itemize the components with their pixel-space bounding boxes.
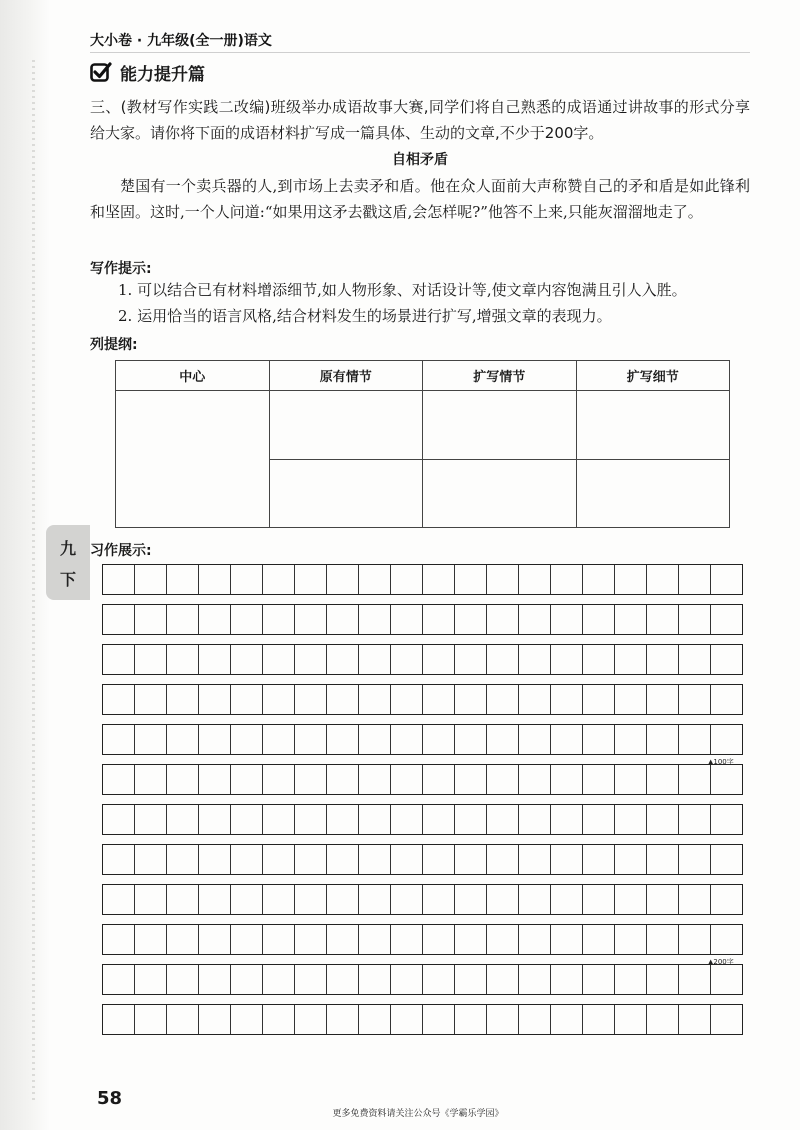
composition-grid-cell[interactable] [327,685,359,714]
composition-grid-cell[interactable] [455,885,487,914]
composition-grid-cell[interactable] [647,1005,679,1034]
composition-label: 习作展示: [90,543,152,559]
composition-grid-cell[interactable] [263,565,295,594]
composition-grid-cell[interactable] [455,685,487,714]
outline-row [116,391,730,460]
composition-grid-cell[interactable] [615,725,647,754]
outline-cell[interactable] [423,459,577,528]
composition-grid-cell[interactable] [391,565,423,594]
composition-grid-cell[interactable] [423,805,455,834]
writing-tips-label: 写作提示: [90,261,152,277]
composition-grid-cell[interactable] [231,845,263,874]
composition-grid-cell[interactable] [327,565,359,594]
composition-grid-cell[interactable] [391,965,423,994]
composition-grid-cell[interactable] [263,885,295,914]
composition-grid-cell[interactable] [135,845,167,874]
composition-grid-cell[interactable] [583,845,615,874]
composition-grid-row [102,724,743,755]
composition-grid-cell[interactable] [359,645,391,674]
writing-tip-1: 1. 可以结合已有材料增添细节,如人物形象、对话设计等,使文章内容饱满且引人入胜。 [118,281,687,299]
composition-grid-cell[interactable] [583,685,615,714]
composition-grid-cell[interactable] [359,885,391,914]
composition-grid-cell[interactable] [327,805,359,834]
composition-grid-cell[interactable] [391,605,423,634]
composition-grid-cell[interactable] [711,1005,742,1034]
composition-grid-cell[interactable] [647,965,679,994]
outline-header-row [116,361,730,391]
book-title: 大小卷 · 九年级(全一册)语文 [90,33,272,49]
composition-grid-cell[interactable] [455,845,487,874]
composition-grid-row [102,564,743,595]
composition-grid-cell[interactable] [295,565,327,594]
header-divider [90,52,750,53]
composition-grid-cell[interactable] [551,845,583,874]
outline-header-original-plot: 原有情节 [269,361,423,391]
composition-grid-cell[interactable] [615,845,647,874]
composition-grid-cell[interactable] [711,565,742,594]
composition-grid-cell[interactable] [295,685,327,714]
outline-cell[interactable] [576,459,730,528]
composition-grid-cell[interactable] [263,965,295,994]
composition-grid-cell[interactable] [391,805,423,834]
composition-grid-cell[interactable] [327,645,359,674]
composition-grid-cell[interactable] [519,925,551,954]
composition-grid-cell[interactable] [167,685,199,714]
composition-grid-cell[interactable] [711,765,742,794]
composition-grid-cell[interactable] [551,925,583,954]
composition-grid-cell[interactable] [135,925,167,954]
composition-grid-cell[interactable] [583,565,615,594]
composition-grid-cell[interactable] [423,1005,455,1034]
composition-grid-cell[interactable] [231,725,263,754]
composition-grid-cell[interactable] [679,565,711,594]
composition-grid-cell[interactable] [519,1005,551,1034]
composition-grid-cell[interactable] [199,845,231,874]
composition-grid-cell[interactable] [679,685,711,714]
composition-grid-cell[interactable] [199,645,231,674]
composition-grid-cell[interactable] [359,805,391,834]
composition-grid-cell[interactable] [711,805,742,834]
composition-grid-cell[interactable] [263,605,295,634]
composition-grid-cell[interactable] [487,965,519,994]
word-count-marker-100: ▲100字 [708,758,734,766]
outline-header-expanded-details: 扩写细节 [576,361,730,391]
composition-grid-cell[interactable] [551,685,583,714]
composition-grid-cell[interactable] [455,725,487,754]
composition-grid-cell[interactable] [135,805,167,834]
outline-cell[interactable] [423,391,577,460]
composition-grid-cell[interactable] [519,565,551,594]
composition-grid-cell[interactable] [519,845,551,874]
composition-grid-cell[interactable] [391,725,423,754]
composition-grid-cell[interactable] [167,725,199,754]
composition-grid-row [102,644,743,675]
composition-grid-cell[interactable] [551,645,583,674]
composition-grid-cell[interactable] [487,645,519,674]
composition-grid-row [102,764,743,795]
composition-grid-cell[interactable] [679,725,711,754]
composition-grid-cell[interactable] [583,725,615,754]
composition-grid-cell[interactable] [423,965,455,994]
composition-grid-cell[interactable] [103,645,135,674]
composition-grid-cell[interactable] [327,925,359,954]
composition-grid-cell[interactable] [103,1005,135,1034]
composition-grid-cell[interactable] [135,765,167,794]
composition-grid-row [102,804,743,835]
composition-grid-cell[interactable] [199,765,231,794]
composition-grid-cell[interactable] [263,845,295,874]
composition-grid-cell[interactable] [231,605,263,634]
composition-grid-cell[interactable] [295,885,327,914]
composition-grid-cell[interactable] [711,965,742,994]
composition-grid-cell[interactable] [711,645,742,674]
composition-grid-cell[interactable] [391,845,423,874]
composition-grid-cell[interactable] [487,845,519,874]
composition-grid-cell[interactable] [423,925,455,954]
composition-grid-cell[interactable] [391,645,423,674]
composition-grid-cell[interactable] [455,605,487,634]
composition-grid-cell[interactable] [615,805,647,834]
composition-grid-cell[interactable] [167,565,199,594]
composition-grid-cell[interactable] [679,645,711,674]
story-title: 自相矛盾 [392,152,448,168]
composition-grid-cell[interactable] [359,925,391,954]
composition-grid-cell[interactable] [487,885,519,914]
page-binding-shadow [0,0,50,1130]
composition-grid-cell[interactable] [167,845,199,874]
page-number: 58 [97,1088,123,1109]
composition-grid-cell[interactable] [583,805,615,834]
composition-grid-cell[interactable] [103,685,135,714]
composition-grid-cell[interactable] [103,885,135,914]
composition-grid-cell[interactable] [359,605,391,634]
composition-grid-cell[interactable] [455,645,487,674]
composition-grid-cell[interactable] [423,605,455,634]
composition-grid-cell[interactable] [231,565,263,594]
composition-grid-cell[interactable] [519,885,551,914]
composition-grid-cell[interactable] [423,765,455,794]
composition-grid-cell[interactable] [295,965,327,994]
composition-grid-cell[interactable] [487,725,519,754]
composition-grid-cell[interactable] [135,1005,167,1034]
composition-grid-cell[interactable] [199,885,231,914]
composition-grid-cell[interactable] [487,605,519,634]
composition-grid-cell[interactable] [455,925,487,954]
composition-grid-cell[interactable] [199,565,231,594]
composition-grid-cell[interactable] [551,765,583,794]
composition-grid-cell[interactable] [391,765,423,794]
composition-grid-cell[interactable] [679,965,711,994]
composition-grid-row [102,684,743,715]
composition-grid-cell[interactable] [423,845,455,874]
composition-grid-cell[interactable] [199,1005,231,1034]
composition-grid-cell[interactable] [263,805,295,834]
composition-grid-cell[interactable] [583,765,615,794]
composition-grid-cell[interactable] [615,645,647,674]
composition-grid-cell[interactable] [551,965,583,994]
composition-grid-cell[interactable] [679,765,711,794]
composition-grid-cell[interactable] [231,965,263,994]
composition-grid-cell[interactable] [359,565,391,594]
composition-grid-cell[interactable] [647,885,679,914]
composition-grid-cell[interactable] [487,685,519,714]
composition-grid-cell[interactable] [647,645,679,674]
composition-grid-cell[interactable] [519,645,551,674]
composition-grid-cell[interactable] [679,605,711,634]
composition-grid-cell[interactable] [711,685,742,714]
composition-grid-cell[interactable] [711,605,742,634]
composition-grid-cell[interactable] [135,605,167,634]
composition-grid-row [102,844,743,875]
composition-grid-cell[interactable] [199,925,231,954]
composition-grid-cell[interactable] [455,965,487,994]
composition-grid-cell[interactable] [103,965,135,994]
composition-grid-cell[interactable] [103,725,135,754]
composition-grid-cell[interactable] [423,645,455,674]
composition-grid-cell[interactable] [519,725,551,754]
binding-perforation [32,60,35,1100]
composition-grid-cell[interactable] [263,685,295,714]
composition-grid-cell[interactable] [455,805,487,834]
composition-grid-cell[interactable] [199,605,231,634]
composition-grid-cell[interactable] [359,845,391,874]
outline-cell[interactable] [576,391,730,460]
composition-grid-cell[interactable] [295,605,327,634]
composition-grid-cell[interactable] [615,765,647,794]
writing-tip-2: 2. 运用恰当的语言风格,结合材料发生的场景进行扩写,增强文章的表现力。 [118,307,612,325]
composition-grid-cell[interactable] [615,565,647,594]
composition-grid-cell[interactable] [487,565,519,594]
composition-grid-cell[interactable] [167,925,199,954]
composition-grid-cell[interactable] [167,965,199,994]
composition-grid-cell[interactable] [647,765,679,794]
composition-grid-cell[interactable] [199,965,231,994]
composition-grid-cell[interactable] [231,805,263,834]
composition-grid-cell[interactable] [487,805,519,834]
composition-grid-cell[interactable] [583,885,615,914]
composition-grid-cell[interactable] [583,605,615,634]
side-tab-term: 下 [59,569,76,589]
composition-grid-cell[interactable] [135,645,167,674]
composition-grid-row [102,604,743,635]
composition-grid-cell[interactable] [487,925,519,954]
composition-grid-cell[interactable] [455,765,487,794]
composition-grid-cell[interactable] [135,565,167,594]
side-tab-grade: 九 [59,538,76,558]
composition-grid-cell[interactable] [455,1005,487,1034]
composition-grid-cell[interactable] [455,565,487,594]
composition-grid-cell[interactable] [519,805,551,834]
composition-grid-cell[interactable] [327,605,359,634]
composition-grid-cell[interactable] [647,725,679,754]
composition-grid-cell[interactable] [647,845,679,874]
composition-grid-cell[interactable] [263,725,295,754]
outline-cell-center[interactable] [116,391,270,528]
composition-grid-cell[interactable] [647,565,679,594]
composition-grid-cell[interactable] [519,685,551,714]
composition-grid-cell[interactable] [615,1005,647,1034]
composition-grid-cell[interactable] [135,885,167,914]
composition-grid-cell[interactable] [679,1005,711,1034]
composition-grid-cell[interactable] [711,885,742,914]
composition-grid-cell[interactable] [295,645,327,674]
composition-grid-cell[interactable] [167,885,199,914]
composition-grid-cell[interactable] [615,885,647,914]
composition-grid-cell[interactable] [679,845,711,874]
composition-grid-cell[interactable] [359,965,391,994]
composition-grid-cell[interactable] [327,965,359,994]
outline-label: 列提纲: [90,337,138,353]
composition-grid-cell[interactable] [391,1005,423,1034]
composition-grid-cell[interactable] [295,765,327,794]
composition-grid-cell[interactable] [263,1005,295,1034]
composition-grid-cell[interactable] [231,1005,263,1034]
page-footer: 更多免费资料请关注公众号《学霸乐学园》 [332,1109,504,1119]
story-body: 楚国有一个卖兵器的人,到市场上去卖矛和盾。他在众人面前大声称赞自己的矛和盾是如此锋利和坚固。这时,一个人问道:“如果用这矛去戳这盾,会怎样呢?”他答不上来,只能灰溜溜地走了。 [90,177,750,221]
composition-grid-cell[interactable] [103,925,135,954]
composition-grid-cell[interactable] [359,685,391,714]
composition-grid-cell[interactable] [615,685,647,714]
composition-grid-cell[interactable] [391,885,423,914]
composition-grid-cell[interactable] [711,725,742,754]
composition-grid-cell[interactable] [199,805,231,834]
composition-grid-cell[interactable] [199,685,231,714]
composition-grid-cell[interactable] [167,645,199,674]
composition-grid-cell[interactable] [327,1005,359,1034]
composition-grid-cell[interactable] [167,805,199,834]
composition-grid-cell[interactable] [551,885,583,914]
checkbox-checked-icon [90,61,112,83]
composition-grid-cell[interactable] [327,725,359,754]
composition-grid-cell[interactable] [167,605,199,634]
composition-grid-row [102,964,743,995]
composition-grid-cell[interactable] [519,765,551,794]
composition-grid-cell[interactable] [423,565,455,594]
composition-grid-cell[interactable] [295,725,327,754]
composition-grid-cell[interactable] [231,925,263,954]
composition-grid-cell[interactable] [295,925,327,954]
composition-grid-cell[interactable] [391,685,423,714]
composition-grid-cell[interactable] [263,925,295,954]
outline-cell[interactable] [269,459,423,528]
composition-grid-cell[interactable] [327,885,359,914]
composition-grid-cell[interactable] [103,765,135,794]
composition-grid-cell[interactable] [423,885,455,914]
composition-grid-cell[interactable] [135,725,167,754]
composition-grid [102,564,743,1044]
composition-grid-cell[interactable] [487,765,519,794]
composition-grid-cell[interactable] [231,885,263,914]
composition-grid-cell[interactable] [679,885,711,914]
composition-grid-cell[interactable] [583,965,615,994]
composition-grid-cell[interactable] [359,725,391,754]
composition-grid-cell[interactable] [327,845,359,874]
composition-grid-cell[interactable] [487,1005,519,1034]
composition-grid-cell[interactable] [295,845,327,874]
composition-grid-cell[interactable] [551,605,583,634]
composition-grid-cell[interactable] [711,925,742,954]
composition-grid-cell[interactable] [103,805,135,834]
composition-grid-cell[interactable] [647,925,679,954]
composition-grid-cell[interactable] [423,725,455,754]
composition-grid-cell[interactable] [551,565,583,594]
word-count-marker-200: ▲200字 [708,958,734,966]
composition-grid-cell[interactable] [327,765,359,794]
section-title-text: 能力提升篇 [120,64,205,85]
composition-grid-cell[interactable] [519,965,551,994]
composition-grid-cell[interactable] [679,805,711,834]
composition-grid-cell[interactable] [647,805,679,834]
composition-grid-cell[interactable] [551,725,583,754]
composition-grid-cell[interactable] [103,605,135,634]
composition-grid-cell[interactable] [583,925,615,954]
composition-grid-cell[interactable] [135,685,167,714]
composition-grid-cell[interactable] [583,1005,615,1034]
composition-grid-cell[interactable] [519,605,551,634]
composition-grid-cell[interactable] [551,805,583,834]
grade-side-tab [46,525,90,600]
composition-grid-cell[interactable] [231,685,263,714]
composition-grid-cell[interactable] [391,925,423,954]
composition-grid-cell[interactable] [423,685,455,714]
composition-grid-cell[interactable] [711,845,742,874]
composition-grid-cell[interactable] [167,1005,199,1034]
composition-grid-cell[interactable] [583,645,615,674]
composition-grid-cell[interactable] [359,765,391,794]
question-prompt: 三、(教材写作实践二改编)班级举办成语故事大赛,同学们将自己熟悉的成语通过讲故事的形式分享给大家。请你将下面的成语材料扩写成一篇具体、生动的文章,不少于200字。 [90,98,750,142]
composition-grid-cell[interactable] [263,765,295,794]
composition-grid-row [102,1004,743,1035]
section-heading [90,60,205,84]
composition-grid-cell[interactable] [167,765,199,794]
composition-grid-cell[interactable] [679,925,711,954]
composition-grid-cell[interactable] [231,645,263,674]
composition-grid-cell[interactable] [135,965,167,994]
outline-cell[interactable] [269,391,423,460]
outline-header-center: 中心 [116,361,270,391]
composition-grid-cell[interactable] [647,605,679,634]
composition-grid-cell[interactable] [615,965,647,994]
composition-grid-cell[interactable] [199,725,231,754]
composition-grid-cell[interactable] [263,645,295,674]
composition-grid-row [102,884,743,915]
composition-grid-cell[interactable] [647,685,679,714]
outline-header-expanded-plot: 扩写情节 [423,361,577,391]
composition-grid-cell[interactable] [359,1005,391,1034]
composition-grid-cell[interactable] [103,565,135,594]
composition-grid-cell[interactable] [295,805,327,834]
composition-grid-cell[interactable] [615,925,647,954]
composition-grid-cell[interactable] [103,845,135,874]
composition-grid-cell[interactable] [231,765,263,794]
composition-grid-cell[interactable] [615,605,647,634]
outline-table [115,360,730,528]
composition-grid-cell[interactable] [551,1005,583,1034]
composition-grid-row [102,924,743,955]
composition-grid-cell[interactable] [295,1005,327,1034]
